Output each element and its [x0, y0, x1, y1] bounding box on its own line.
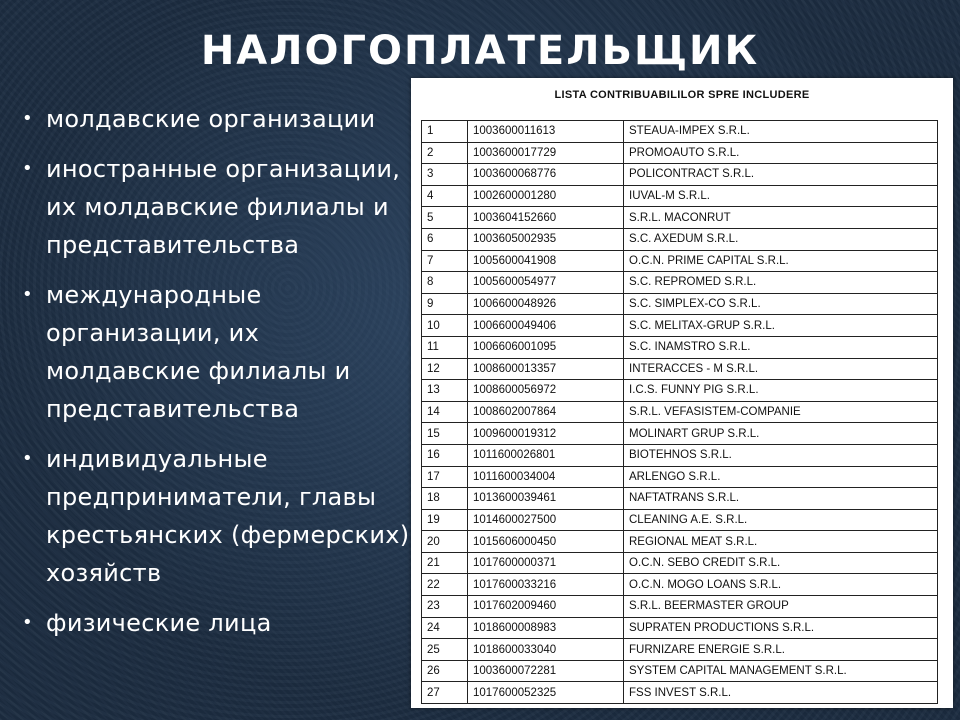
fiscal-code-cell: 1008600013357 — [468, 358, 624, 380]
table-row — [422, 682, 938, 704]
row-number-cell: 26 — [422, 660, 468, 682]
bullet-dot-icon: • — [22, 448, 33, 469]
document-image — [411, 78, 953, 708]
company-name-cell: MOLINART GRUP S.R.L. — [624, 423, 938, 445]
bullet-item — [20, 150, 410, 264]
row-number-cell: 3 — [422, 164, 468, 186]
table-row — [422, 121, 938, 143]
company-name-cell: I.C.S. FUNNY PIG S.R.L. — [624, 380, 938, 402]
fiscal-code-cell: 1002600001280 — [468, 185, 624, 207]
taxpayer-table-body — [422, 121, 938, 704]
table-row — [422, 401, 938, 423]
company-name-cell: INTERACCES - M S.R.L. — [624, 358, 938, 380]
fiscal-code-cell: 1017600033216 — [468, 574, 624, 596]
table-row — [422, 293, 938, 315]
company-name-cell: SUPRATEN PRODUCTIONS S.R.L. — [624, 617, 938, 639]
table-row — [422, 444, 938, 466]
table-row — [422, 164, 938, 186]
table-row — [422, 531, 938, 553]
table-row — [422, 509, 938, 531]
row-number-cell: 22 — [422, 574, 468, 596]
company-name-cell: SYSTEM CAPITAL MANAGEMENT S.R.L. — [624, 660, 938, 682]
row-number-cell: 14 — [422, 401, 468, 423]
table-row — [422, 228, 938, 250]
row-number-cell: 5 — [422, 207, 468, 229]
bullet-dot-icon: • — [22, 108, 33, 129]
table-row — [422, 272, 938, 294]
row-number-cell: 23 — [422, 596, 468, 618]
table-row — [422, 336, 938, 358]
table-row — [422, 315, 938, 337]
taxpayer-table — [421, 120, 938, 704]
row-number-cell: 21 — [422, 552, 468, 574]
row-number-cell: 1 — [422, 121, 468, 143]
company-name-cell: S.C. MELITAX-GRUP S.R.L. — [624, 315, 938, 337]
fiscal-code-cell: 1017600052325 — [468, 682, 624, 704]
company-name-cell: CLEANING A.E. S.R.L. — [624, 509, 938, 531]
table-row — [422, 358, 938, 380]
fiscal-code-cell: 1008602007864 — [468, 401, 624, 423]
bullet-text: индивидуальные предприниматели, главы крестьянских (фермерских) хозяйств — [46, 445, 410, 587]
company-name-cell: BIOTEHNOS S.R.L. — [624, 444, 938, 466]
fiscal-code-cell: 1003600068776 — [468, 164, 624, 186]
row-number-cell: 8 — [422, 272, 468, 294]
fiscal-code-cell: 1017600000371 — [468, 552, 624, 574]
table-row — [422, 380, 938, 402]
fiscal-code-cell: 1011600034004 — [468, 466, 624, 488]
table-row — [422, 596, 938, 618]
row-number-cell: 7 — [422, 250, 468, 272]
fiscal-code-cell: 1005600041908 — [468, 250, 624, 272]
table-row — [422, 207, 938, 229]
document-title: LISTA CONTRIBUABILILOR SPRE INCLUDERE — [554, 89, 810, 101]
bullet-text: иностранные организации, их молдавские филиалы и представительства — [46, 155, 401, 259]
fiscal-code-cell: 1006606001095 — [468, 336, 624, 358]
bullet-item — [20, 440, 410, 592]
table-row — [422, 142, 938, 164]
company-name-cell: S.R.L. VEFASISTEM-COMPANIE — [624, 401, 938, 423]
row-number-cell: 24 — [422, 617, 468, 639]
row-number-cell: 11 — [422, 336, 468, 358]
table-row — [422, 617, 938, 639]
table-row — [422, 250, 938, 272]
company-name-cell: FSS INVEST S.R.L. — [624, 682, 938, 704]
bullet-item — [20, 100, 410, 138]
row-number-cell: 16 — [422, 444, 468, 466]
company-name-cell: POLICONTRACT S.R.L. — [624, 164, 938, 186]
company-name-cell: STEAUA-IMPEX S.R.L. — [624, 121, 938, 143]
fiscal-code-cell: 1003600011613 — [468, 121, 624, 143]
row-number-cell: 13 — [422, 380, 468, 402]
row-number-cell: 10 — [422, 315, 468, 337]
fiscal-code-cell: 1003600072281 — [468, 660, 624, 682]
bullet-text: молдавские организации — [46, 105, 376, 133]
row-number-cell: 27 — [422, 682, 468, 704]
bullet-item — [20, 276, 410, 428]
company-name-cell: S.R.L. MACONRUT — [624, 207, 938, 229]
row-number-cell: 9 — [422, 293, 468, 315]
company-name-cell: REGIONAL MEAT S.R.L. — [624, 531, 938, 553]
fiscal-code-cell: 1006600048926 — [468, 293, 624, 315]
fiscal-code-cell: 1015606000450 — [468, 531, 624, 553]
fiscal-code-cell: 1003605002935 — [468, 228, 624, 250]
slide-title: НАЛОГОПЛАТЕЛЬЩИК — [200, 28, 760, 74]
company-name-cell: S.C. SIMPLEX-CO S.R.L. — [624, 293, 938, 315]
row-number-cell: 20 — [422, 531, 468, 553]
table-row — [422, 466, 938, 488]
fiscal-code-cell: 1018600033040 — [468, 639, 624, 661]
company-name-cell: S.C. REPROMED S.R.L. — [624, 272, 938, 294]
bullet-dot-icon: • — [22, 284, 33, 305]
bullet-text: физические лица — [46, 609, 272, 637]
company-name-cell: S.C. INAMSTRO S.R.L. — [624, 336, 938, 358]
company-name-cell: S.C. AXEDUM S.R.L. — [624, 228, 938, 250]
row-number-cell: 18 — [422, 488, 468, 510]
company-name-cell: ARLENGO S.R.L. — [624, 466, 938, 488]
company-name-cell: NAFTATRANS S.R.L. — [624, 488, 938, 510]
fiscal-code-cell: 1009600019312 — [468, 423, 624, 445]
company-name-cell: O.C.N. MOGO LOANS S.R.L. — [624, 574, 938, 596]
company-name-cell: O.C.N. SEBO CREDIT S.R.L. — [624, 552, 938, 574]
bullet-dot-icon: • — [22, 158, 33, 179]
row-number-cell: 17 — [422, 466, 468, 488]
row-number-cell: 19 — [422, 509, 468, 531]
row-number-cell: 4 — [422, 185, 468, 207]
row-number-cell: 25 — [422, 639, 468, 661]
row-number-cell: 2 — [422, 142, 468, 164]
company-name-cell: IUVAL-M S.R.L. — [624, 185, 938, 207]
row-number-cell: 15 — [422, 423, 468, 445]
fiscal-code-cell: 1003600017729 — [468, 142, 624, 164]
table-row — [422, 552, 938, 574]
table-row — [422, 639, 938, 661]
company-name-cell: FURNIZARE ENERGIE S.R.L. — [624, 639, 938, 661]
company-name-cell: S.R.L. BEERMASTER GROUP — [624, 596, 938, 618]
company-name-cell: O.C.N. PRIME CAPITAL S.R.L. — [624, 250, 938, 272]
fiscal-code-cell: 1005600054977 — [468, 272, 624, 294]
fiscal-code-cell: 1006600049406 — [468, 315, 624, 337]
company-name-cell: PROMOAUTO S.R.L. — [624, 142, 938, 164]
fiscal-code-cell: 1017602009460 — [468, 596, 624, 618]
row-number-cell: 6 — [422, 228, 468, 250]
bullet-dot-icon: • — [22, 612, 33, 633]
fiscal-code-cell: 1018600008983 — [468, 617, 624, 639]
table-row — [422, 660, 938, 682]
bullet-list — [20, 100, 410, 654]
fiscal-code-cell: 1014600027500 — [468, 509, 624, 531]
fiscal-code-cell: 1011600026801 — [468, 444, 624, 466]
table-row — [422, 574, 938, 596]
fiscal-code-cell: 1008600056972 — [468, 380, 624, 402]
row-number-cell: 12 — [422, 358, 468, 380]
bullet-text: международные организации, их молдавские филиалы и представительства — [46, 281, 351, 423]
table-row — [422, 185, 938, 207]
bullet-item — [20, 604, 410, 642]
table-row — [422, 488, 938, 510]
table-row — [422, 423, 938, 445]
fiscal-code-cell: 1003604152660 — [468, 207, 624, 229]
fiscal-code-cell: 1013600039461 — [468, 488, 624, 510]
